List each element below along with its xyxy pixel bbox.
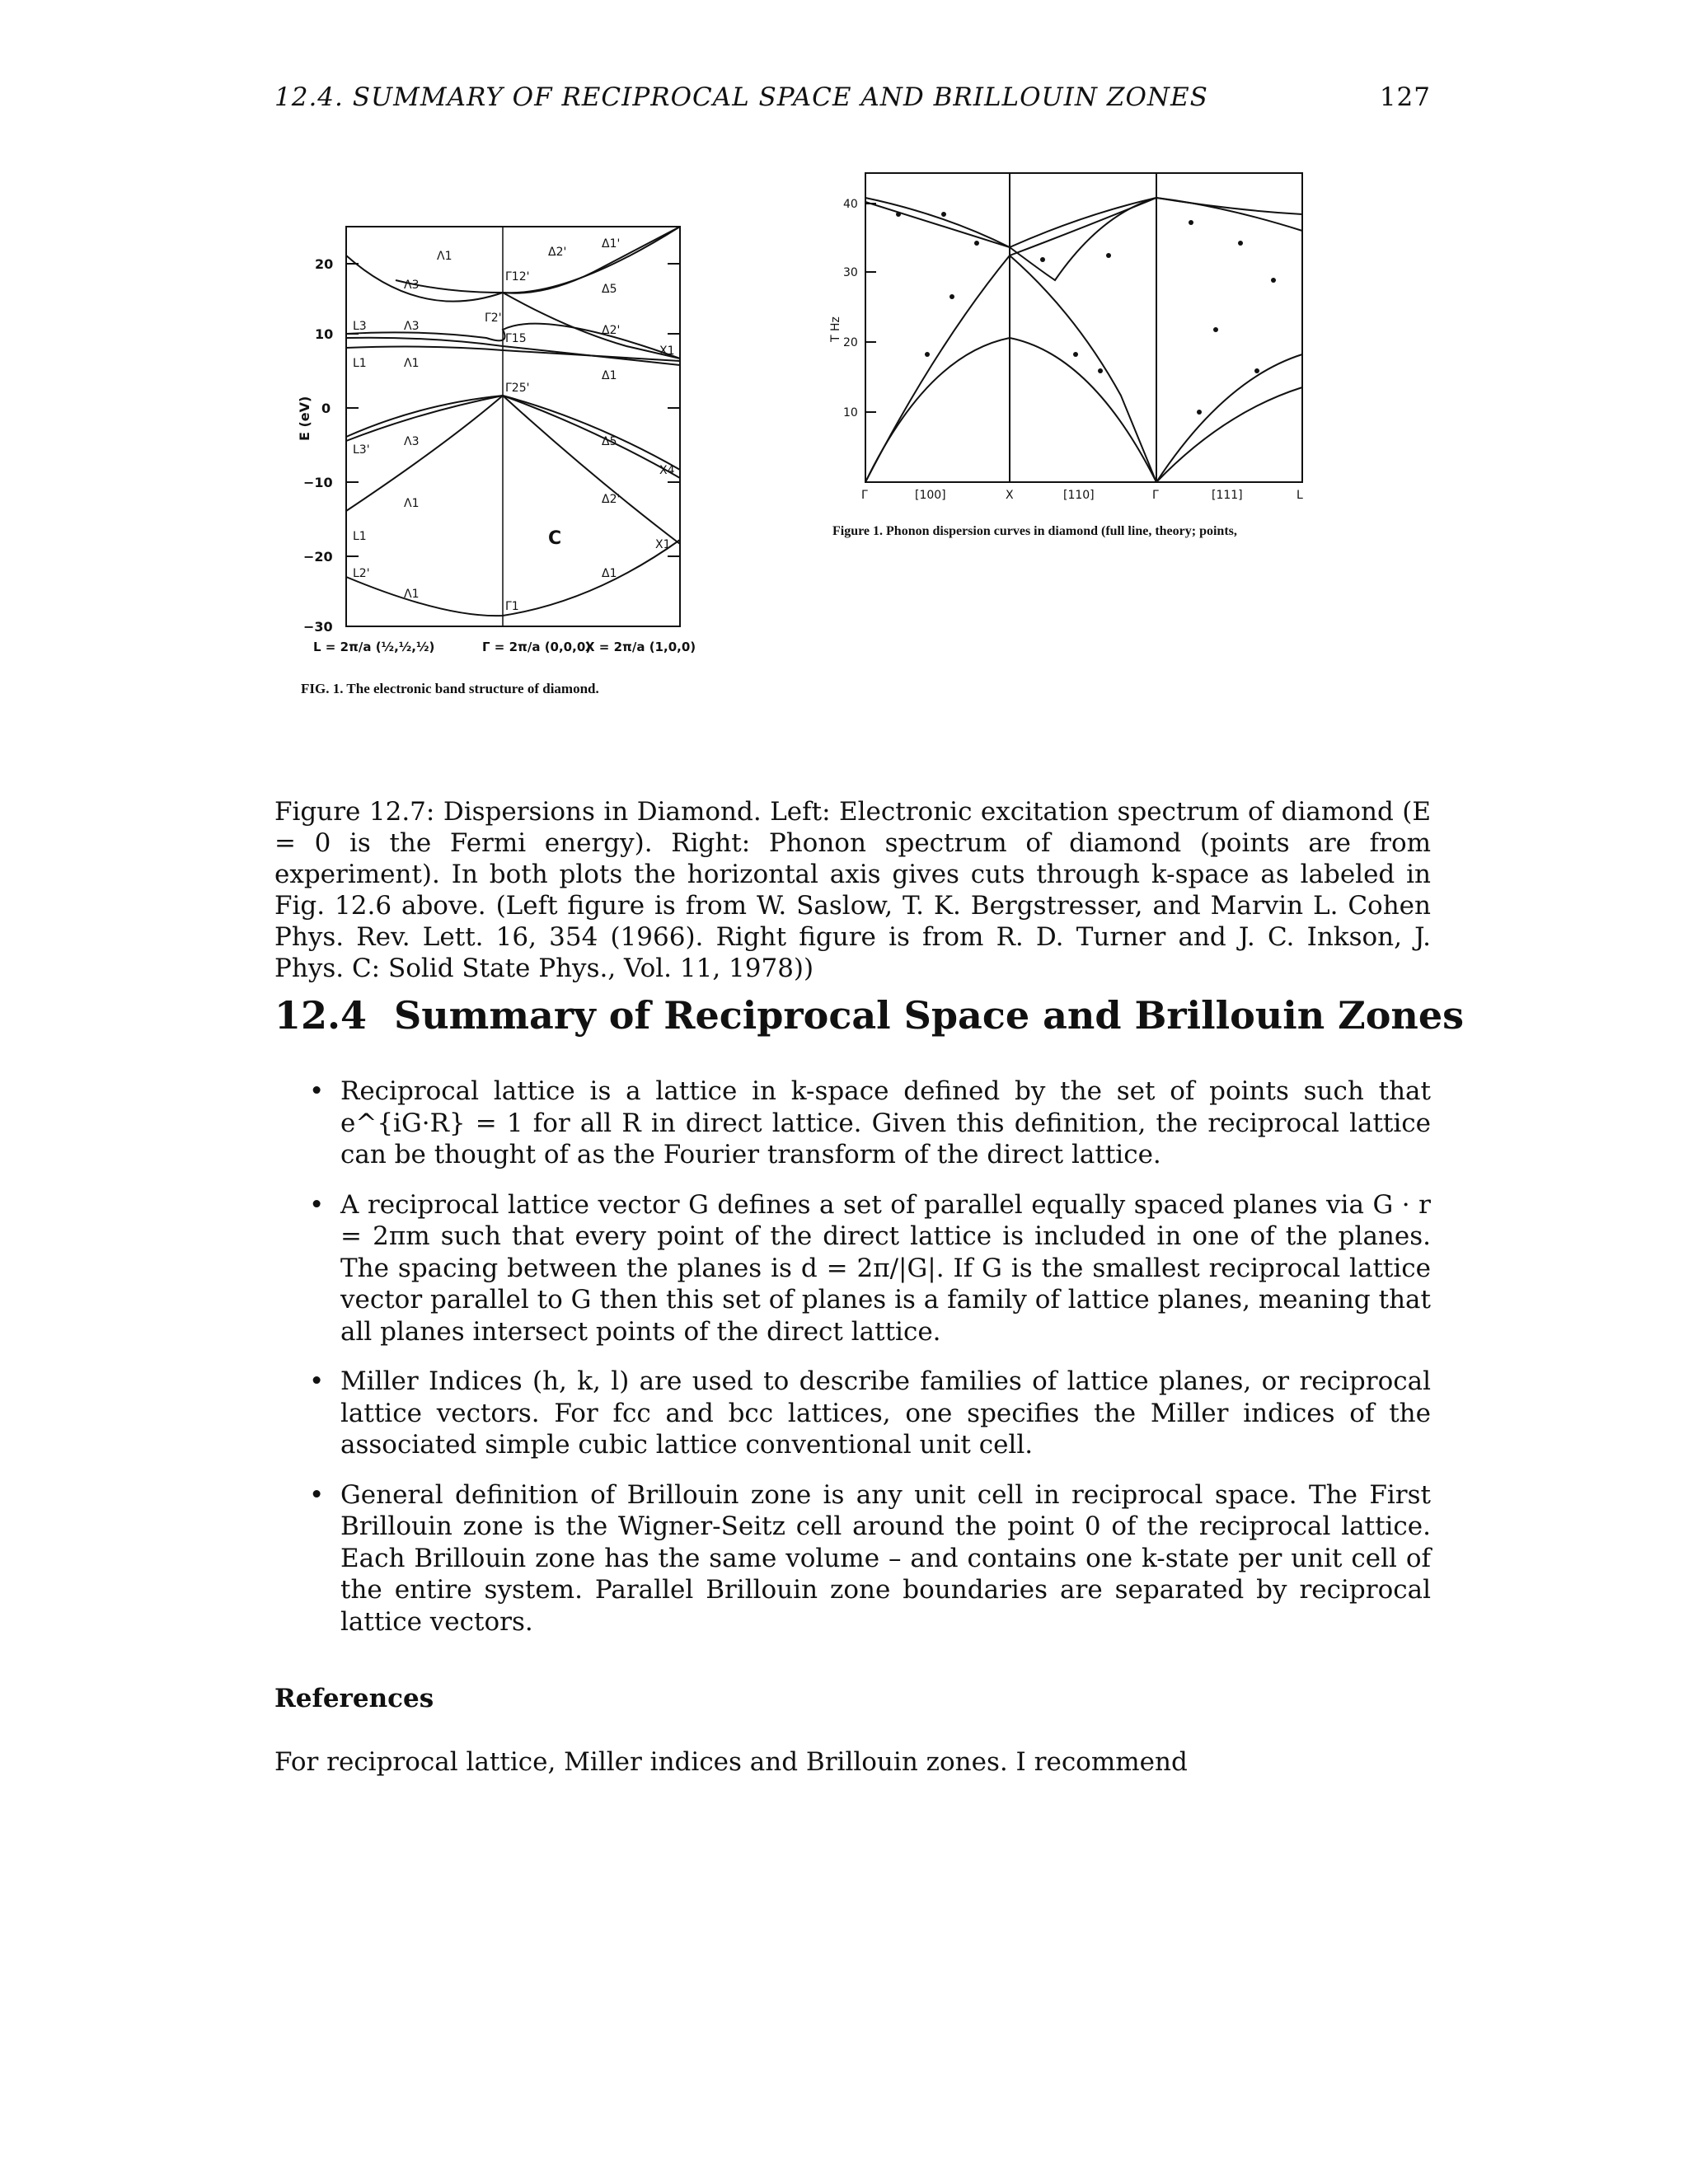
- list-item-text: Miller Indices (h, k, l) are used to describe families of lattice planes, or reciprocal lattice vectors. For fcc and bcc lattices, one specifies the Miller indices of the associated simple cubic lattice conventional unit cell.: [340, 1366, 1431, 1460]
- band-label: Δ2': [602, 324, 621, 337]
- band-label: Γ12': [505, 270, 530, 284]
- band-label: Λ1: [404, 357, 420, 370]
- y-tick-label: −30: [303, 619, 333, 635]
- page-number: 127: [1379, 82, 1431, 112]
- band-label: Λ1: [404, 588, 420, 601]
- x-label: X: [1006, 489, 1014, 502]
- references-text: For reciprocal lattice, Miller indices and Brillouin zones. I recommend: [274, 1747, 1188, 1777]
- y-axis-label: E (eV): [297, 396, 312, 441]
- phonon-curve: [865, 338, 1156, 482]
- band-label: Λ1: [437, 250, 452, 263]
- phonon-curve: [865, 198, 1156, 482]
- band-label: L2': [353, 567, 370, 580]
- band-label: Δ2': [548, 246, 567, 259]
- band-curve: [346, 396, 680, 478]
- summary-list: [309, 1076, 1431, 1656]
- band-label: X1: [655, 538, 671, 551]
- phonon-plot-frame: [865, 173, 1302, 482]
- band-label: Γ1: [505, 600, 519, 613]
- band-label: Δ1: [602, 369, 617, 382]
- section-heading: [274, 993, 1464, 1038]
- x-label: [111]: [1212, 489, 1243, 502]
- y-axis-label: T Hz: [829, 316, 842, 342]
- bullet-icon: •: [309, 1189, 325, 1220]
- band-curve: [346, 396, 680, 470]
- y-tick-label: 20: [843, 336, 858, 349]
- running-head: [274, 82, 1431, 119]
- band-curve: [346, 227, 680, 302]
- phonon-dispersion-figure: [828, 165, 1323, 552]
- list-item-text: A reciprocal lattice vector G defines a set of parallel equally spaced planes via G · r = 2πm such that every point of the direct lattice is included in one of the planes. The spacing between the planes is d = 2π/|G|. If G is the smallest reciprocal lattice vector parallel to G then this set of planes is a family of lattice planes, meaning that all planes intersect points of the direct lattice.: [340, 1189, 1431, 1347]
- y-tick-label: −10: [303, 475, 333, 490]
- band-label: Γ25': [505, 382, 530, 395]
- figure-caption: Figure 12.7: Dispersions in Diamond. Left: Electronic excitation spectrum of diamond (E = 0 is the Fermi energy). Right: Phonon spectrum of diamond (points are from experiment). In both plots the horizontal axis gives cuts through k-space as labeled in Fig. 12.6 above. (Left figure is from W. Saslow, T. K. Bergstresser, and Marvin L. Cohen Phys. Rev. Lett. 16, 354 (1966). Right figure is from R. D. Turner and J. C. Inkson, J. Phys. C: Solid State Phys., Vol. 11, 1978)): [274, 797, 1431, 983]
- band-label: Δ5: [602, 283, 617, 296]
- x-label: Γ: [1152, 489, 1159, 502]
- band-plot-frame: [346, 227, 680, 626]
- x-label-L: L = 2π/a (½,½,½): [313, 640, 435, 654]
- list-item-text: Reciprocal lattice is a lattice in k-space defined by the set of points such that e^{iG·R} = 1 for all R in direct lattice. Given this definition, the reciprocal lattice can be thought of as the Fourier transform of the direct lattice.: [340, 1076, 1431, 1169]
- list-item: [309, 1366, 1431, 1461]
- band-label: Λ3: [404, 320, 420, 333]
- band-label: Δ5: [602, 435, 617, 448]
- bullet-icon: •: [309, 1366, 325, 1396]
- x-label: Γ: [861, 489, 868, 502]
- band-label: L3: [353, 320, 367, 333]
- band-structure-figure: [297, 214, 701, 709]
- section-number: 12.4: [274, 993, 368, 1038]
- band-curve: [346, 347, 680, 361]
- y-tick-label: 0: [321, 401, 331, 416]
- x-label-X: X = 2π/a (1,0,0): [585, 640, 696, 654]
- band-label: X4: [659, 464, 675, 477]
- band-label: X1: [659, 344, 675, 358]
- bullet-icon: •: [309, 1076, 325, 1106]
- list-item-text: General definition of Brillouin zone is any unit cell in reciprocal space. The First Brillouin zone is the Wigner-Seitz cell around the point 0 of the reciprocal lattice. Each Brillouin zone has the same volume – and contains one k-state per unit cell of the entire system. Parallel Brillouin zone boundaries are separated by reciprocal lattice vectors.: [340, 1479, 1431, 1637]
- y-tick-label: 40: [843, 198, 858, 211]
- element-label: C: [548, 528, 562, 549]
- right-figure-caption: Figure 1. Phonon dispersion curves in diamond (full line, theory; points,: [832, 524, 1237, 538]
- band-label: Δ1: [602, 567, 617, 580]
- left-figure-caption: FIG. 1. The electronic band structure of diamond.: [301, 681, 599, 696]
- list-item: [309, 1479, 1431, 1638]
- band-label: Λ3: [404, 279, 420, 292]
- x-label: L: [1296, 489, 1303, 502]
- references-heading: References: [274, 1684, 434, 1713]
- phonon-curve: [1010, 255, 1156, 482]
- band-label: Λ3: [404, 435, 420, 448]
- y-tick-label: −20: [303, 549, 333, 565]
- x-label: [110]: [1063, 489, 1095, 502]
- band-label: Λ1: [404, 497, 420, 510]
- band-label: L3': [353, 443, 370, 457]
- list-item: [309, 1189, 1431, 1348]
- band-label: L1: [353, 357, 367, 370]
- y-tick-label: 10: [843, 406, 858, 419]
- list-item: [309, 1076, 1431, 1171]
- section-title: Summary of Reciprocal Space and Brillouin Zones: [394, 993, 1465, 1038]
- band-label: Δ2': [602, 493, 621, 506]
- y-tick-label: 30: [843, 266, 858, 279]
- band-label: Γ15: [505, 332, 527, 345]
- band-label: Γ2': [485, 312, 502, 325]
- running-title: 12.4. SUMMARY OF RECIPROCAL SPACE AND BRILLOUIN ZONES: [274, 82, 1208, 112]
- band-label: Δ1': [602, 237, 621, 251]
- x-label-gamma: Γ = 2π/a (0,0,0): [482, 640, 592, 654]
- y-tick-label: 10: [315, 326, 334, 342]
- phonon-curve: [865, 198, 1156, 280]
- bullet-icon: •: [309, 1479, 325, 1510]
- x-label: [100]: [915, 489, 946, 502]
- phonon-curve: [1156, 387, 1302, 482]
- phonon-curve: [1156, 354, 1302, 482]
- y-tick-label: 20: [315, 256, 334, 272]
- band-label: L1: [353, 530, 367, 543]
